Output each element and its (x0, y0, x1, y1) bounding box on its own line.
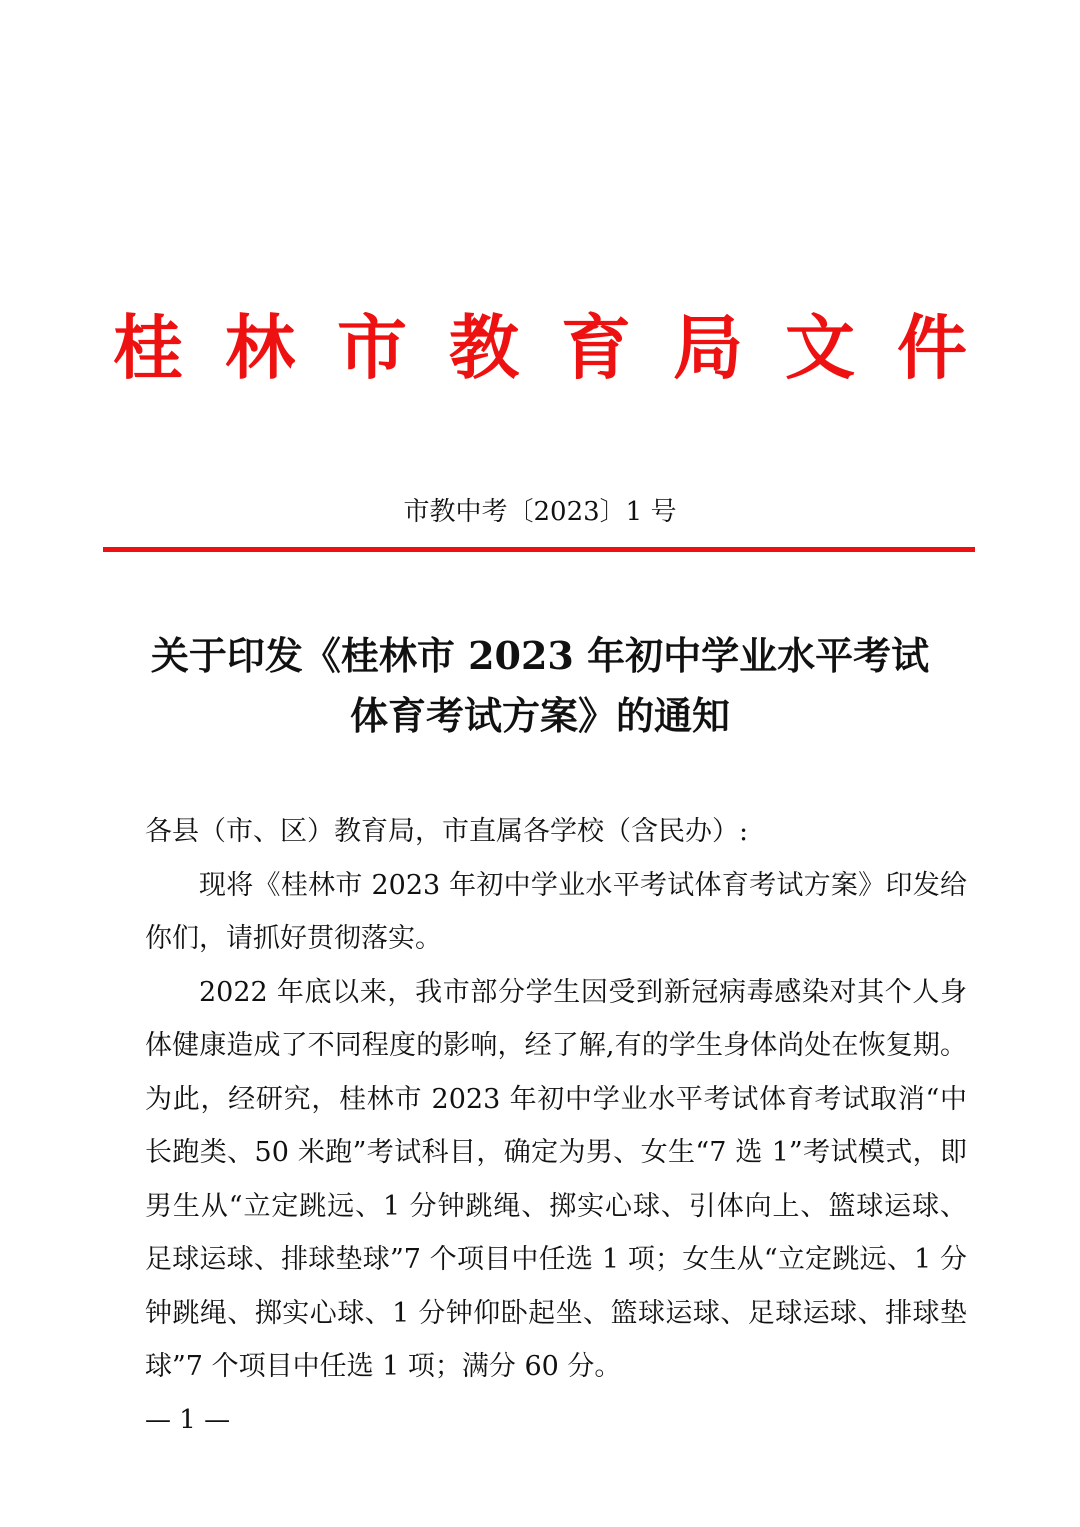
red-divider-line (103, 547, 975, 552)
notice-title-line-2: 体育考试方案》的通知 (349, 693, 730, 738)
document-header-title: 桂林市教育局文件 (113, 307, 1009, 389)
addressee: 各县（市、区）教育局，市直属各学校（含民办）: (145, 816, 749, 847)
document-number: 市教中考〔2023〕1 号 (403, 497, 677, 527)
notice-body (145, 805, 967, 1394)
page-number: — 1 — (145, 1405, 231, 1435)
notice-title-line-1: 关于印发《桂林市 2023 年初中学业水平考试 (150, 633, 930, 678)
notice-title (0, 626, 1080, 746)
body-paragraph-2: 2022 年底以来，我市部分学生因受到新冠病毒感染对其个人身体健康造成了不同程度的影响，经了解,有的学生身体尚处在恢复期。为此，经研究，桂林市 2023 年初中学业水平考试体育考试取消“中长跑类、50 米跑”考试科目，确定为男、女生“7 选 1”考试模式，即男生从“立定跳远、1 分钟跳绳、掷实心球、引体向上、篮球运球、足球运球、排球垫球”7 个项目中任选 1 项；女生从“立定跳远、1 分钟跳绳、掷实心球、1 分钟仰卧起坐、篮球运球、足球运球、排球垫球”7 个项目中任选 1 项；满分 60 分。 (145, 976, 967, 1382)
body-paragraph-1: 现将《桂林市 2023 年初中学业水平考试体育考试方案》印发给你们，请抓好贯彻落实。 (145, 869, 967, 954)
